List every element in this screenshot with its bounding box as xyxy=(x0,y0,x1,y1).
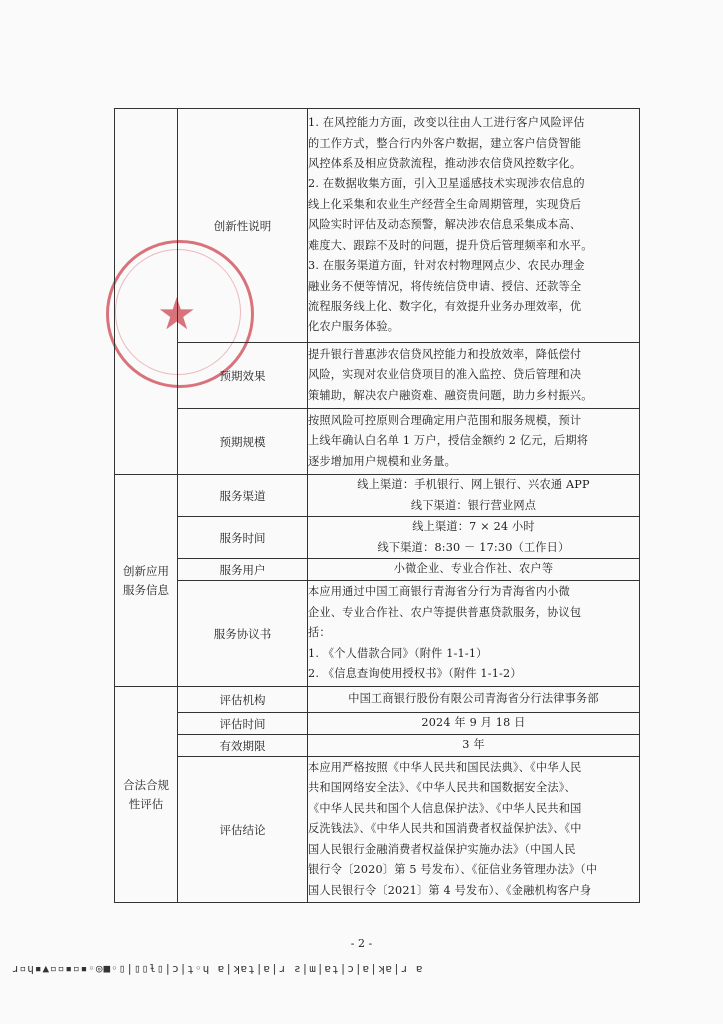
text-line: 逐步增加用户规模和业务量。 xyxy=(308,454,457,468)
row-service-agreement xyxy=(115,581,640,687)
text-line: 风险，实现对农业信贷项目的准入监控、贷后管理和决 xyxy=(308,368,582,382)
text-line: 线下渠道：银行营业网点 xyxy=(410,498,537,512)
page-number: - 2 - xyxy=(350,937,373,950)
text-line: 的工作方式，整合行内外客户数据，建立客户信贷智能 xyxy=(308,136,582,150)
expected-scale-label: 预期规模 xyxy=(178,409,308,475)
text-line: 策辅助，解决农户融资难、融资贵问题，助力乡村振兴。 xyxy=(308,388,593,402)
assessment-conclusion-label: 评估结论 xyxy=(178,757,308,903)
service-agreement-text xyxy=(308,581,640,687)
row-expected-effect xyxy=(115,343,640,409)
text-line: 1. 《个人借款合同》（附件 1-1-1） xyxy=(308,646,488,660)
category-line: 服务信息 xyxy=(123,582,169,597)
text-line: 2. 《信息查询使用授权书》（附件 1-1-2） xyxy=(308,667,522,681)
text-line: 《中华人民共和国个人信息保护法》、《中华人民共和国 xyxy=(308,801,582,815)
text-line: 国人民银行金融消费者权益保护实施办法》（中国人民 xyxy=(308,842,576,856)
text-line: 线上渠道：手机银行、网上银行、兴农通 APP xyxy=(357,478,590,492)
innovation-text xyxy=(308,109,640,343)
assessment-conclusion-text xyxy=(308,757,640,903)
category-line: 性评估 xyxy=(128,796,164,811)
category-line: 合法合规 xyxy=(123,777,169,792)
text-line: 风控体系及相应贷款流程，推动涉农信贷风控数字化。 xyxy=(308,157,582,171)
compliance-category xyxy=(115,687,178,903)
text-line: 融业务不便等情况，将传统信贷申请、授信、还款等全 xyxy=(308,279,582,293)
service-info-category xyxy=(115,475,178,687)
service-time-text xyxy=(308,517,640,559)
text-line: 上线年确认白名单 1 万户，授信金额约 2 亿元，后期将 xyxy=(308,434,589,448)
footer-scan-code: ɹ▫ɥ▪▲▫▫▪▫▪◦◎■◦▯|▯▯ƚ▯|ɔ|ʇ◦ɥ ɐ|ʞɐʇ|ɐ|ɹ ƨ|ɯ|ɐʇ|ɔ|ɐ|ʞɐ|ɹ ɐ xyxy=(12,962,424,975)
expected-scale-text xyxy=(308,409,640,475)
row-assessment-conclusion xyxy=(115,757,640,903)
text-line: 流程服务线上化、数字化，有效提升业务办理效率，优 xyxy=(308,299,582,313)
row-service-users xyxy=(115,559,640,581)
validity-label: 有效期限 xyxy=(178,735,308,757)
row-assessment-agency xyxy=(115,687,640,713)
text-line: 括： xyxy=(308,626,331,640)
category-line: 创新应用 xyxy=(123,563,169,578)
assessment-agency-text: 中国工商银行股份有限公司青海省分行法律事务部 xyxy=(308,687,640,713)
text-line: 难度大、跟踪不及时的问题，提升贷后管理频率和水平。 xyxy=(308,238,593,252)
assessment-agency-label: 评估机构 xyxy=(178,687,308,713)
text-line: 共和国网络安全法》、《中华人民共和国数据安全法》、 xyxy=(308,781,576,795)
row-expected-scale xyxy=(115,409,640,475)
text-line: 本应用严格按照《中华人民共和国民法典》、《中华人民 xyxy=(308,761,582,775)
text-line: 按照风险可控原则合理确定用户范围和服务规模，预计 xyxy=(308,413,582,427)
assessment-date-label: 评估时间 xyxy=(178,713,308,735)
row-validity xyxy=(115,735,640,757)
seal-star-icon: ★ xyxy=(157,289,197,340)
text-line: 国人民银行令〔2021〕第 4 号发布）、《金融机构客户身 xyxy=(308,883,592,897)
row-innovation xyxy=(115,109,640,343)
innovation-label: 创新性说明 xyxy=(178,109,308,343)
expected-effect-text xyxy=(308,343,640,409)
text-line: 线上化采集和农业生产经营全生命周期管理，实现贷后 xyxy=(308,197,582,211)
text-line: 银行令〔2020〕第 5 号发布）、《征信业务管理办法》（中 xyxy=(308,863,598,877)
text-line: 本应用通过中国工商银行青海省分行为青海省内小微 xyxy=(308,585,570,599)
text-line: 企业、专业合作社、农户等提供普惠贷款服务，协议包 xyxy=(308,605,582,619)
text-line: 线上渠道：7 × 24 小时 xyxy=(412,520,535,534)
text-line: 风险实时评估及动态预警，解决涉农信息采集成本高、 xyxy=(308,218,582,232)
service-users-label: 服务用户 xyxy=(178,559,308,581)
service-users-text: 小微企业、专业合作社、农户等 xyxy=(308,559,640,581)
text-line: 线下渠道：8:30 － 17:30（工作日） xyxy=(377,540,570,554)
text-line: 化农户服务体验。 xyxy=(308,320,400,334)
text-line: 提升银行普惠涉农信贷风控能力和投放效率，降低偿付 xyxy=(308,347,582,361)
validity-text: 3 年 xyxy=(308,735,640,757)
text-line: 2. 在数据收集方面，引入卫星遥感技术实现涉农信息的 xyxy=(308,177,585,191)
service-channel-label: 服务渠道 xyxy=(178,475,308,517)
category-cell-empty xyxy=(115,109,178,475)
text-line: 反洗钱法》、《中华人民共和国消费者权益保护法》、《中 xyxy=(308,822,582,836)
application-info-table xyxy=(114,108,640,903)
row-service-time xyxy=(115,517,640,559)
service-agreement-label: 服务协议书 xyxy=(178,581,308,687)
text-line: 3. 在服务渠道方面，针对农村物理网点少、农民办理金 xyxy=(308,259,585,273)
service-channel-text xyxy=(308,475,640,517)
service-time-label: 服务时间 xyxy=(178,517,308,559)
text-line: 1. 在风控能力方面，改变以往由人工进行客户风险评估 xyxy=(308,116,585,130)
row-service-channel xyxy=(115,475,640,517)
assessment-date-text: 2024 年 9 月 18 日 xyxy=(308,713,640,735)
expected-effect-label: 预期效果 xyxy=(178,343,308,409)
row-assessment-date xyxy=(115,713,640,735)
